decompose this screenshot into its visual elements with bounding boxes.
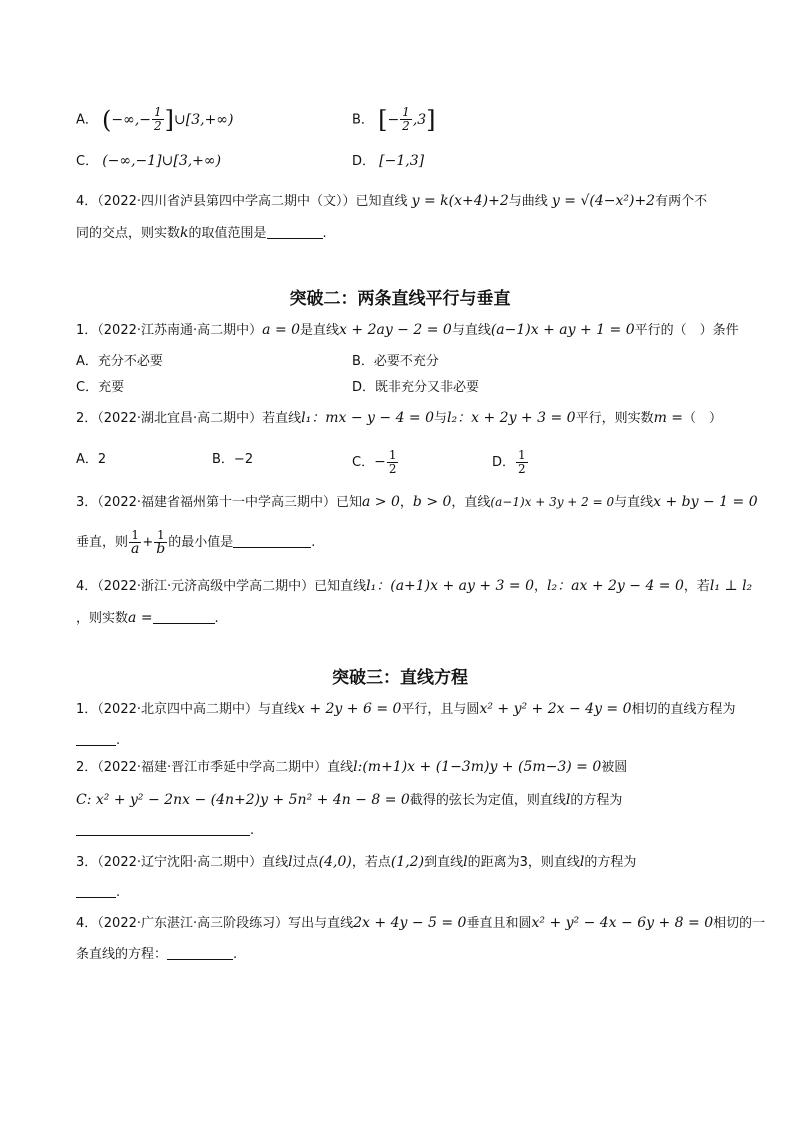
question-text: （2022·江苏南通·高二期中） bbox=[97, 323, 263, 338]
equation: 2x + 4y − 5 = 0 bbox=[353, 915, 467, 931]
option-a-math: (−∞,− $\frac{1}{2}$ ]∪[3,+∞) bbox=[102, 105, 234, 134]
question-text: 相切的一 bbox=[713, 916, 766, 931]
question-text: （2022·四川省泸县第四中学高二期中（文））已知直线 bbox=[97, 194, 408, 209]
fraction bbox=[516, 449, 528, 476]
question-text: 与曲线 bbox=[508, 194, 548, 209]
question-number: 3． bbox=[76, 495, 98, 510]
s2-q2-option-c bbox=[352, 449, 399, 476]
question-number: 4． bbox=[76, 579, 98, 594]
fraction bbox=[129, 529, 141, 556]
s2-q1-option-c: C．充要 bbox=[76, 380, 125, 395]
fraction bbox=[387, 449, 399, 476]
option-label: A． bbox=[76, 112, 98, 128]
option-label: A． bbox=[76, 452, 98, 467]
question-text: 有两个不 bbox=[655, 194, 708, 209]
question-text: 垂直且和圆 bbox=[466, 916, 532, 931]
question-text: 的方程为 bbox=[570, 793, 623, 808]
option-label: D． bbox=[492, 455, 516, 470]
option-c-math: (−∞,−1]∪[3,+∞) bbox=[102, 153, 222, 169]
option-a bbox=[76, 106, 233, 133]
equation: l:(m+1)x + (1−3m)y + (5m−3) = 0 bbox=[353, 759, 602, 775]
frac-num: 1 bbox=[129, 529, 141, 543]
question-text: 同的交点，则实数 bbox=[76, 226, 181, 241]
fraction bbox=[154, 529, 167, 556]
equation: m = bbox=[653, 410, 684, 426]
question-text: 垂直，则 bbox=[76, 535, 129, 550]
question-number: 1． bbox=[76, 702, 98, 717]
variable: k bbox=[180, 225, 189, 241]
option-b-fraction bbox=[400, 106, 412, 133]
option-b-math: [− $\frac{1}{2}$ ,3] bbox=[378, 105, 436, 134]
s2-q1-option-a: A．充分不必要 bbox=[76, 354, 163, 369]
s3-question-4-line1 bbox=[76, 913, 765, 934]
period: . bbox=[311, 535, 316, 550]
plus-sign: + bbox=[142, 535, 154, 550]
answer-blank[interactable] bbox=[153, 609, 215, 624]
s2-question-3-line1 bbox=[76, 492, 758, 513]
answer-blank[interactable] bbox=[76, 731, 116, 746]
punctuation: ， bbox=[534, 579, 548, 594]
equation: a > 0 bbox=[362, 494, 400, 510]
option-label: B． bbox=[212, 452, 234, 467]
section-heading: 突破二：两条直线平行与垂直 bbox=[289, 289, 511, 309]
question-text: ，直线 bbox=[451, 495, 491, 510]
option-label: B． bbox=[352, 112, 374, 128]
punctuation: ， bbox=[399, 495, 413, 510]
question-text: 过点 bbox=[292, 855, 319, 870]
answer-blank[interactable] bbox=[76, 883, 116, 898]
equation: (a−1)x + 3y + 2 = 0 bbox=[490, 495, 615, 509]
equation: C: x² + y² − 2nx − (4n+2)y + 5n² + 4n − 8 = 0 bbox=[76, 792, 410, 808]
answer-blank[interactable] bbox=[167, 945, 233, 960]
option-c bbox=[76, 150, 221, 173]
frac-den: a bbox=[131, 541, 140, 557]
equation: x + 2y + 6 = 0 bbox=[297, 701, 402, 717]
variable: l₁ bbox=[366, 578, 377, 594]
option-b bbox=[352, 106, 436, 133]
question-4-line2 bbox=[76, 223, 327, 244]
frac-den: 2 bbox=[518, 462, 526, 476]
option-value: −2 bbox=[233, 452, 254, 467]
variable: l bbox=[463, 854, 468, 870]
question-number: 2． bbox=[76, 411, 98, 426]
frac-num: 1 bbox=[154, 105, 162, 119]
equation: b > 0 bbox=[412, 494, 452, 510]
s2-question-4-line1 bbox=[76, 576, 752, 597]
s3-question-4-line2 bbox=[76, 945, 237, 965]
question-text: 被圆 bbox=[601, 760, 628, 775]
option-b-right: ,3 bbox=[412, 111, 427, 128]
frac-num: 1 bbox=[518, 448, 526, 462]
question-text: 到直线 bbox=[424, 855, 464, 870]
s2-question-2 bbox=[76, 408, 722, 429]
option-label: D． bbox=[352, 154, 376, 169]
question-text: （2022·辽宁沈阳·高二期中）直线 bbox=[97, 855, 289, 870]
period: . bbox=[233, 947, 238, 962]
question-text: 条直线的方程： bbox=[76, 947, 168, 962]
frac-den: b bbox=[156, 541, 166, 557]
s2-q2-option-a bbox=[76, 449, 106, 471]
s3-question-2-line2 bbox=[76, 790, 622, 811]
answer-blank[interactable] bbox=[267, 224, 323, 239]
question-text: 的最小值是 bbox=[168, 535, 234, 550]
s2-question-4-line2 bbox=[76, 608, 219, 629]
period: . bbox=[116, 885, 121, 900]
period: . bbox=[322, 226, 327, 241]
equation: x + 2ay − 2 = 0 bbox=[339, 322, 452, 338]
option-a-fraction bbox=[152, 106, 164, 133]
equation: a = bbox=[128, 610, 153, 626]
equation: ：mx − y − 4 = 0 bbox=[311, 410, 435, 426]
option-a-right: ∪[3,+∞) bbox=[174, 111, 234, 128]
question-text: 平行，且与圆 bbox=[401, 702, 480, 717]
question-number: 1． bbox=[76, 323, 98, 338]
equation: ：ax + 2y − 4 = 0 bbox=[557, 578, 684, 594]
question-text: 相切的直线方程为 bbox=[631, 702, 736, 717]
question-text: （2022·浙江·元济高级中学高二期中）已知直线 bbox=[97, 579, 367, 594]
equation: x² + y² + 2x − 4y = 0 bbox=[479, 701, 632, 717]
section-heading: 突破三：直线方程 bbox=[332, 668, 468, 688]
s3-question-3-line2 bbox=[76, 883, 120, 903]
question-text: 的距离为3，则直线 bbox=[467, 855, 580, 870]
point: (1,2) bbox=[390, 854, 425, 870]
option-label: C． bbox=[352, 455, 375, 470]
question-text: ，若 bbox=[683, 579, 710, 594]
question-number: 4． bbox=[76, 916, 98, 931]
variable: l₂ bbox=[447, 410, 458, 426]
option-a-left: −∞,− bbox=[111, 111, 151, 128]
option-d bbox=[352, 150, 424, 173]
equation: ：x + 2y + 3 = 0 bbox=[457, 410, 576, 426]
question-text: （2022·北京四中高二期中）与直线 bbox=[97, 702, 297, 717]
s3-question-1-line2 bbox=[76, 731, 120, 751]
question-text: 与直线 bbox=[451, 323, 491, 338]
s2-question-1 bbox=[76, 320, 739, 341]
point: (4,0) bbox=[318, 854, 352, 870]
question-text: 的取值范围是 bbox=[188, 226, 267, 241]
question-text: 的方程为 bbox=[584, 855, 637, 870]
equation: (a−1)x + ay + 1 = 0 bbox=[490, 322, 635, 338]
sign: − bbox=[374, 454, 386, 470]
question-text: （2022·福建省福州第十一中学高三期中）已知 bbox=[97, 495, 362, 510]
equation: y = k(x+4)+2 bbox=[411, 193, 509, 209]
question-text: （2022·湖北宜昌·高二期中）若直线 bbox=[97, 411, 302, 426]
option-d-math: [−1,3] bbox=[379, 153, 425, 169]
question-text: 平行的（ ）条件 bbox=[634, 323, 739, 338]
question-text: 平行，则实数 bbox=[575, 411, 654, 426]
s2-q2-option-b bbox=[212, 449, 253, 471]
s2-q1-option-b: B．必要不充分 bbox=[352, 354, 439, 369]
question-text: 截得的弦长为定值，则直线 bbox=[409, 793, 566, 808]
period: . bbox=[116, 733, 121, 748]
equation: x + by − 1 = 0 bbox=[653, 494, 758, 510]
s3-question-3-line1 bbox=[76, 852, 636, 873]
variable: l bbox=[579, 854, 585, 870]
equation: a = 0 bbox=[262, 322, 301, 338]
question-text: 与直线 bbox=[614, 495, 654, 510]
s3-question-2-line3 bbox=[76, 821, 254, 841]
frac-num: 1 bbox=[154, 529, 167, 543]
question-number: 3． bbox=[76, 855, 98, 870]
s3-question-2-line1 bbox=[76, 757, 627, 778]
variable: l bbox=[288, 854, 293, 870]
answer-blank[interactable] bbox=[233, 533, 311, 548]
frac-num: 1 bbox=[388, 448, 397, 462]
question-text: （2022·福建·晋江市季延中学高二期中）直线 bbox=[97, 760, 354, 775]
question-text: （2022·广东湛江·高三阶段练习）写出与直线 bbox=[97, 916, 354, 931]
question-4-line1 bbox=[76, 191, 707, 212]
option-label: C． bbox=[76, 154, 99, 169]
equation: l₁ ⊥ l₂ bbox=[709, 578, 753, 594]
question-number: 2． bbox=[76, 760, 98, 775]
answer-blank[interactable] bbox=[76, 821, 250, 836]
s2-q2-option-d bbox=[492, 449, 529, 476]
variable: l bbox=[565, 792, 571, 808]
option-b-left: − bbox=[387, 111, 400, 128]
s2-question-3-line2 bbox=[76, 528, 315, 558]
variable: l₁ bbox=[301, 410, 312, 426]
s2-q1-option-d: D．既非充分又非必要 bbox=[352, 380, 480, 395]
option-value: 2 bbox=[97, 452, 107, 467]
question-number: 4． bbox=[76, 194, 98, 209]
frac-den: 2 bbox=[388, 462, 397, 476]
question-text: 与 bbox=[434, 411, 448, 426]
question-text: 是直线 bbox=[300, 323, 340, 338]
variable: l₂ bbox=[547, 578, 558, 594]
equation: x² + y² − 4x − 6y + 8 = 0 bbox=[531, 915, 714, 931]
period: . bbox=[250, 823, 255, 838]
question-text: （ ） bbox=[683, 411, 723, 426]
frac-num: 1 bbox=[402, 105, 410, 119]
question-text: ，则实数 bbox=[76, 611, 129, 626]
period: . bbox=[214, 611, 219, 626]
frac-den: 2 bbox=[154, 119, 162, 133]
equation: y = √(4−x²)+2 bbox=[551, 193, 656, 209]
frac-den: 2 bbox=[402, 119, 410, 133]
s3-question-1-line1 bbox=[76, 699, 736, 720]
equation: ：(a+1)x + ay + 3 = 0 bbox=[376, 578, 535, 594]
question-text: ，若点 bbox=[351, 855, 391, 870]
